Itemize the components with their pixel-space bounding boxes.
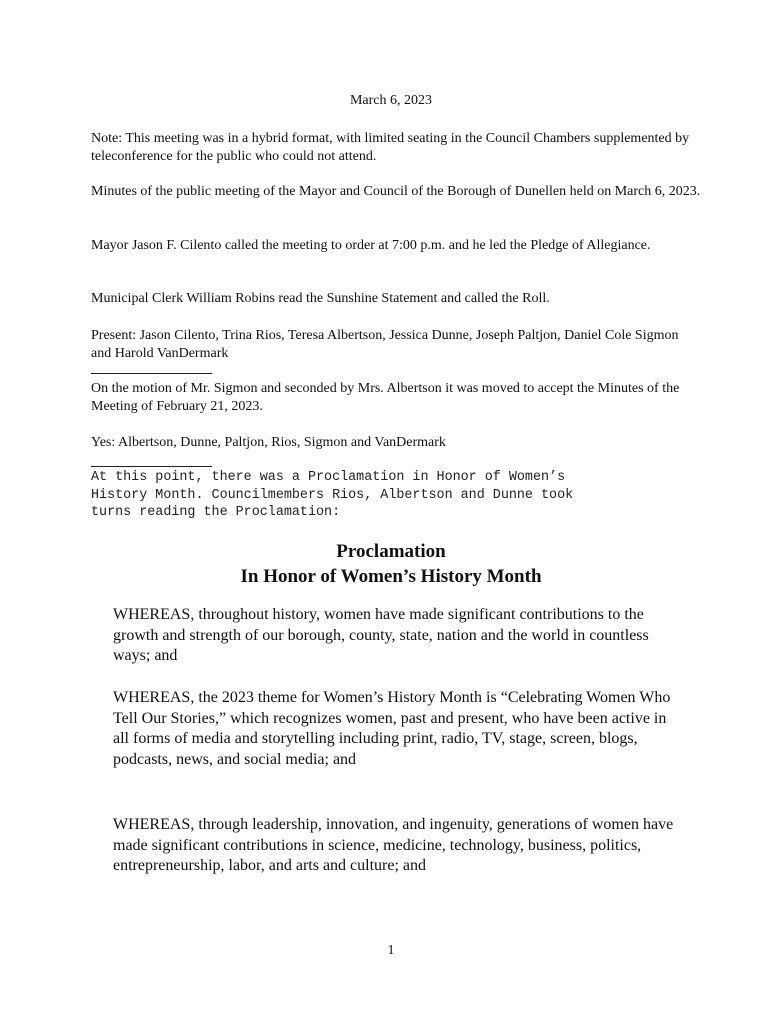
proclamation-title: Proclamation [336, 541, 446, 562]
meeting-date: March 6, 2023 [349, 93, 433, 108]
whereas-clause: WHEREAS, through leadership, innovation, and ingenuity, generations of women have made significant contributions in science, medicine, technology, business, politics, entrepreneurship, labor, and arts and culture; and [113, 816, 674, 874]
proclamation-subtitle: In Honor of Women’s History Month [240, 566, 542, 587]
call-to-order-paragraph: Mayor Jason F. Cilento called the meeting to order at 7:00 p.m. and he led the Pledge of Allegiance. [91, 238, 651, 253]
minutes-intro-paragraph: Minutes of the public meeting of the Mayor and Council of the Borough of Dunellen held on March 6, 2023. [91, 184, 701, 199]
present-members-paragraph: Present: Jason Cilento, Trina Rios, Teresa Albertson, Jessica Dunne, Joseph Paltjon, Daniel Cole Sigmon and Harold VanDermark [91, 328, 679, 361]
hybrid-format-note: Note: This meeting was in a hybrid format, with limited seating in the Council Chambers supplemented by teleconference for the public who could not attend. [91, 131, 690, 164]
whereas-clause: WHEREAS, the 2023 theme for Women’s History Month is “Celebrating Women Who Tell Our Stories,” which recognizes women, past and present, who have been active in all forms of media and storytelling including print, radio, TV, stage, screen, blogs, podcasts, news, and social media; and [113, 689, 671, 768]
section-divider [91, 373, 212, 374]
proclamation-intro: At this point, there was a Proclamation in Honor of Women’s History Month. Councilmembers Rios, Albertson and Dunne took turns reading the Proclamation: [91, 470, 574, 520]
whereas-clause: WHEREAS, throughout history, women have made significant contributions to the growth and strength of our borough, county, state, nation and the world in countless ways; and [113, 606, 649, 664]
page-number: 1 [387, 943, 395, 958]
section-divider [91, 466, 212, 467]
minutes-motion-paragraph: On the motion of Mr. Sigmon and seconded by Mrs. Albertson it was moved to accept the Minutes of the Meeting of February 21, 2023. [91, 381, 680, 414]
sunshine-statement-paragraph: Municipal Clerk William Robins read the Sunshine Statement and called the Roll. [91, 291, 550, 306]
vote-result-paragraph: Yes: Albertson, Dunne, Paltjon, Rios, Sigmon and VanDermark [91, 435, 446, 450]
